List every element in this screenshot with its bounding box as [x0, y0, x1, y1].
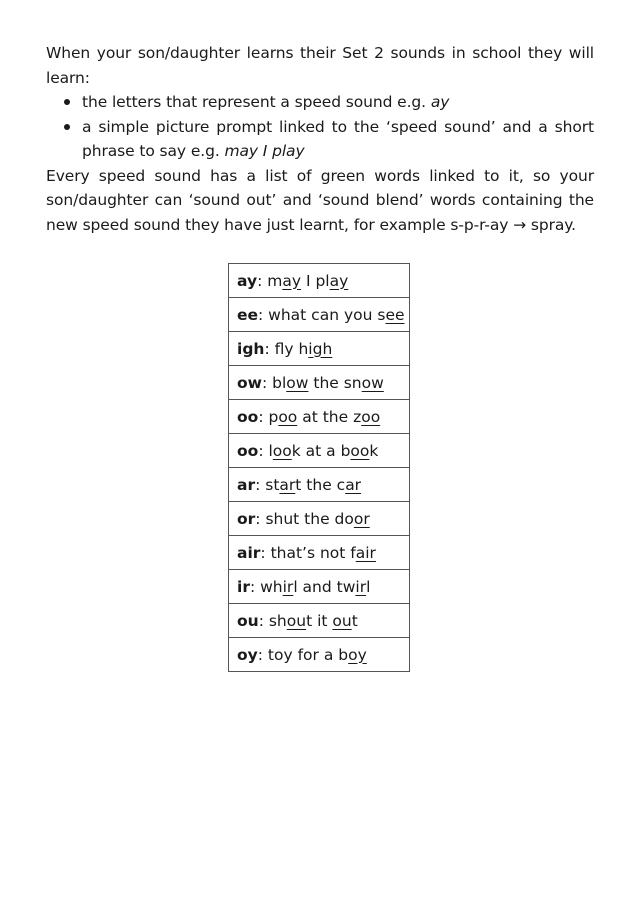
table-row: [229, 366, 410, 400]
sound-underlined: ir: [355, 577, 367, 596]
sound-cell: [229, 332, 410, 366]
intro-paragraph: Every speed sound has a list of green words linked to it, so your son/daughter can ‘sound out’ and ‘sound blend’ words containing the new speed sound they have just learnt, for example s-p-r-ay → spray.: [46, 166, 594, 234]
bullet-example: may I play: [224, 142, 305, 160]
sound-code: or: [237, 509, 256, 528]
bullet-icon: [64, 124, 70, 130]
sound-code: ar: [237, 475, 256, 494]
sound-underlined: or: [353, 509, 370, 528]
sound-code: igh: [237, 339, 265, 358]
sound-underlined: igh: [308, 339, 333, 358]
sound-underlined: ee: [385, 305, 405, 324]
sound-underlined: ay: [329, 271, 349, 290]
table-row: [229, 604, 410, 638]
sound-code: ir: [237, 577, 250, 596]
sound-cell: [229, 434, 410, 468]
sound-cell: [229, 502, 410, 536]
sound-underlined: ou: [332, 611, 352, 630]
sound-code: ee: [237, 305, 259, 324]
sound-phrase: t the c: [295, 475, 346, 494]
sound-phrase: l: [366, 577, 371, 596]
sound-phrase: k at a b: [291, 441, 351, 460]
sound-phrase: l and tw: [293, 577, 356, 596]
sound-phrase: : that’s not f: [260, 543, 356, 562]
sound-phrase: I pl: [301, 271, 330, 290]
sound-phrase: : wh: [249, 577, 283, 596]
sound-phrase: : sh: [258, 611, 287, 630]
sound-code: air: [237, 543, 261, 562]
sound-code: oo: [237, 441, 259, 460]
sound-phrase: : p: [258, 407, 279, 426]
sound-code: oy: [237, 645, 258, 664]
sound-cell: [229, 264, 410, 298]
bullet-item: [46, 115, 594, 164]
sound-phrase: : l: [258, 441, 273, 460]
sound-phrase: : st: [255, 475, 280, 494]
sound-phrase: the sn: [308, 373, 362, 392]
sound-phrase: : fly h: [264, 339, 309, 358]
sound-phrase: : shut the do: [255, 509, 354, 528]
bullet-item: [46, 90, 594, 115]
table-row: [229, 400, 410, 434]
sound-underlined: air: [355, 543, 376, 562]
sound-underlined: ow: [286, 373, 309, 392]
sound-cell: [229, 638, 410, 672]
intro-text: [46, 41, 594, 237]
intro-line-1b: learn:: [46, 68, 90, 87]
sound-phrase: : what can you s: [258, 305, 386, 324]
speed-sounds-table: [228, 263, 410, 672]
sound-phrase: t it: [306, 611, 333, 630]
table-row: [229, 502, 410, 536]
sound-cell: [229, 604, 410, 638]
sound-cell: [229, 536, 410, 570]
sound-cell: [229, 468, 410, 502]
sound-underlined: ow: [361, 373, 384, 392]
sound-cell: [229, 400, 410, 434]
sound-code: ow: [237, 373, 262, 392]
sound-underlined: ar: [345, 475, 362, 494]
table-row: [229, 536, 410, 570]
bullet-text: a simple picture prompt linked to the ‘speed sound’ and a short phrase to say e.g.: [82, 117, 594, 160]
sound-underlined: oo: [272, 441, 292, 460]
sound-underlined: oo: [278, 407, 298, 426]
sound-phrase: t: [351, 611, 358, 630]
sound-code: ay: [237, 271, 258, 290]
sound-cell: [229, 298, 410, 332]
table-row: [229, 434, 410, 468]
sound-underlined: oo: [361, 407, 381, 426]
sound-underlined: ay: [282, 271, 302, 290]
sound-phrase: k: [369, 441, 379, 460]
sound-cell: [229, 366, 410, 400]
intro-line-1: When your son/daughter learns their Set 2 sounds in school they will: [46, 44, 594, 62]
table-row: [229, 298, 410, 332]
sound-underlined: oy: [348, 645, 367, 664]
table-row: [229, 264, 410, 298]
sound-phrase: : bl: [261, 373, 287, 392]
sound-underlined: oo: [350, 441, 370, 460]
bullet-list: [46, 90, 594, 164]
bullet-text: the letters that represent a speed sound e.g.: [82, 93, 431, 111]
sound-cell: [229, 570, 410, 604]
sound-underlined: ar: [279, 475, 296, 494]
sound-code: ou: [237, 611, 259, 630]
sound-code: oo: [237, 407, 259, 426]
table-row: [229, 468, 410, 502]
bullet-icon: [64, 99, 70, 105]
bullet-example: ay: [430, 93, 450, 111]
sound-phrase: : m: [257, 271, 283, 290]
table-row: [229, 570, 410, 604]
sound-underlined: ou: [286, 611, 307, 630]
table-row: [229, 332, 410, 366]
speed-sounds-rows: [229, 264, 410, 672]
table-row: [229, 638, 410, 672]
sound-underlined: ir: [282, 577, 294, 596]
sound-phrase: at the z: [297, 407, 362, 426]
sound-phrase: : toy for a b: [257, 645, 349, 664]
